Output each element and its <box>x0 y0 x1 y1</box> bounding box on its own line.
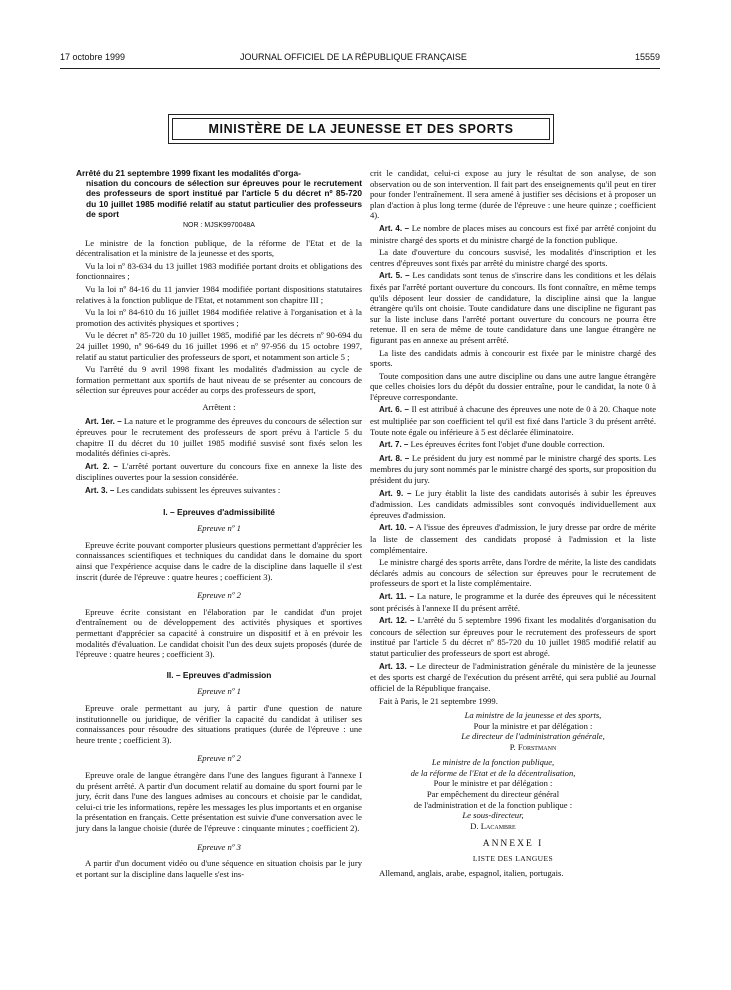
article-text: Le jury établit la liste des candidats autorisés à subir les épreuves d'admission. Les candidats admissibles sont convoqués individuellement aux épreuves d'admission. <box>370 487 656 520</box>
article-heading: Art. 13. – <box>379 661 415 671</box>
article-text: A l'issue des épreuves d'admission, le jury dresse par ordre de mérite la liste de classement des candidats proposé à l'admission et la liste complémentaire. <box>370 522 656 555</box>
signature-line: Le ministre de la fonction publique, <box>431 757 555 768</box>
article-11 <box>370 591 656 613</box>
article-heading: Art. 9. – <box>379 488 412 498</box>
epreuve-heading: Epreuve nº 2 <box>197 753 241 764</box>
paragraph: Le ministre de la fonction publique, de la réforme de l'Etat et de la décentralisation et la ministre de la jeunesse et des sports, <box>76 237 362 259</box>
article-10 <box>370 522 656 555</box>
paragraph: La liste des candidats admis à concourir est fixée par le ministre chargé des sports. <box>370 347 656 369</box>
article-8 <box>370 453 656 486</box>
signature-line: Pour le ministre et par délégation : <box>433 778 553 789</box>
decree-title-line1: Arrêté du 21 septembre 1999 fixant les modalités d'orga- <box>76 168 301 178</box>
signature-line: de l'administration et de la fonction publique : <box>413 799 573 810</box>
paragraph: A partir d'un document vidéo ou d'une séquence en situation choisis par le jury et portant sur la discipline dans laquelle s'est ins- <box>76 858 362 879</box>
epreuve-heading: Epreuve nº 1 <box>197 523 241 534</box>
section-heading: I. – Epreuves d'admissibilité <box>163 506 275 517</box>
paragraph: Vu l'arrêté du 9 avril 1998 fixant les modalités d'admission au cycle de formation permettant aux sportifs de haut niveau de se présenter au concours de sélection sur épreuves pour accéder au corps des professeurs de sport, <box>76 364 362 396</box>
article-text: La nature, le programme et la durée des épreuves qui le nécessitent sont précisés à l'annexe II du présent arrêté. <box>370 590 656 613</box>
article-heading: Art. 12. – <box>379 616 415 626</box>
epreuve-heading: Epreuve nº 2 <box>197 590 241 601</box>
article-7 <box>370 439 656 451</box>
article-text: L'arrêté portant ouverture du concours fixe en annexe la liste des disciplines ouvertes pour la session considérée. <box>76 460 362 483</box>
paragraph: Vu le décret nº 85-720 du 10 juillet 1985, modifié par les décrets nº 90-694 du 24 juillet 1990, nº 96-649 du 16 juillet 1996 et nº 97-956 du 15 octobre 1997, relatif au statut particulier des professeurs de sport, et notamment son article 5 ; <box>76 330 362 362</box>
article-9 <box>370 488 656 521</box>
header-page-number: 15559 <box>634 52 660 62</box>
article-text: Les candidats sont tenus de s'inscrire dans les conditions et les délais fixés par l'arrêté portant ouverture du concours. Ils font connaître, en même temps qu'ils déposent leur dossier de candidature, la discipline ainsi que la langue étrangère qu'ils ont choisie. Toute candidature dans une discipline ne figurant pas sur la liste incluse dans l'arrêté portant ouverture du concours ne pourra être retenue. Il en sera de même de toute candidature dans une langue étrangère ne figurant pas en annexe au présent arrêté. <box>370 270 656 345</box>
article-heading: Art. 7. – <box>379 440 409 450</box>
article-heading: Art. 11. – <box>379 591 414 601</box>
signature-block-1 <box>410 710 656 752</box>
page-header <box>60 52 660 66</box>
article-text: L'arrêté du 5 septembre 1996 fixant les modalités d'organisation du concours de sélection sur épreuves pour le recrutement des professeurs de sport institué par l'article 5 du décret nº 85-720 du 10 juillet 1985 modifié relatif au statut particulier des professeurs de sport est abrogé. <box>370 615 656 658</box>
signature-block-2 <box>370 757 616 831</box>
paragraph: Toute composition dans une autre discipline ou dans une autre langue étrangère que celles choisies lors du dépôt du dossier entraîne, pour le candidat, la note 0 à l'épreuve correspondante. <box>370 370 656 402</box>
article-12 <box>370 615 656 658</box>
paragraph: Epreuve écrite consistant en l'élaboration par le candidat d'un projet d'entraînement ou de développement des activités physiques et sportives permettant d'apprécier sa capacité à construire un dispositif et à en prévoir les modalités d'évaluation. Le candidat choisit l'un des deux sujets proposés (durée de l'épreuve : quatre heures ; coefficient 3). <box>76 606 362 660</box>
annex-heading: ANNEXE I <box>482 839 544 850</box>
signature-name: P. Forstmann <box>509 741 557 752</box>
signature-line: Par empêchement du directeur général <box>426 789 560 800</box>
ministry-title: MINISTÈRE DE LA JEUNESSE ET DES SPORTS <box>172 118 550 140</box>
paragraph: Vu la loi nº 84-610 du 16 juillet 1984 modifiée relative à l'organisation et à la promotion des activités physiques et sportives ; <box>76 307 362 328</box>
article-text: La nature et le programme des épreuves du concours de sélection sur épreuves pour le recrutement des professeurs de sport prévu à l'article 5 du chapitre II du décret du 10 juillet 1985 modifié susvisé sont fixés selon les modalités définies ci-après. <box>76 415 362 459</box>
article-2 <box>76 461 362 483</box>
article-text: Les candidats subissent les épreuves suivantes : <box>116 485 281 496</box>
article-text: Les épreuves écrites font l'objet d'une double correction. <box>410 439 605 450</box>
article-text: Le directeur de l'administration générale du ministère de la jeunesse et des sports est chargé de l'exécution du présent arrêté, qui sera publié au Journal officiel de la République française. <box>370 660 656 693</box>
left-column <box>76 168 362 881</box>
paragraph: crit le candidat, celui-ci expose au jury le résultat de son analyse, de son observation ou de son intervention. Il fait part des enseignements qu'il peut en tirer pour fonder l'entraînement. Il sera amené à justifier ses décisions et à proposer un plan d'action à plus long terme (durée de l'épreuve : une heure quinze ; coefficient 4). <box>370 168 656 221</box>
right-column <box>370 168 656 880</box>
article-3 <box>76 485 362 497</box>
article-heading: Art. 2. – <box>85 461 118 471</box>
paragraph: Epreuve orale permettant au jury, à partir d'une question de nature institutionnelle ou juridique, de vérifier la capacité du candidat à utiliser ses connaissances pour résoudre des situations pratiques (durée de l'épreuve : une heure trente ; coefficient 3). <box>76 702 362 745</box>
article-heading: Art. 6. – <box>379 405 409 415</box>
signature-line: Le directeur de l'administration générale, <box>461 731 605 742</box>
epreuve-heading: Epreuve nº 3 <box>197 841 241 852</box>
article-1 <box>76 416 362 459</box>
article-heading: Art. 8. – <box>379 453 410 463</box>
header-date: 17 octobre 1999 <box>60 52 126 62</box>
signature-line: de la réforme de l'Etat et de la décentralisation, <box>410 767 576 778</box>
arretent: Arrêtent : <box>202 401 236 412</box>
epreuve-heading: Epreuve nº 1 <box>197 686 241 697</box>
article-5 <box>370 270 656 345</box>
paragraph: Vu la loi nº 83-634 du 13 juillet 1983 modifiée portant droits et obligations des fonctionnaires ; <box>76 260 362 282</box>
decree-title <box>76 168 362 219</box>
header-rule <box>60 68 660 69</box>
article-heading: Art. 10. – <box>379 523 414 533</box>
annex-subtitle: LISTE DES LANGUES <box>472 854 554 864</box>
signature-line: La ministre de la jeunesse et des sports, <box>464 709 602 720</box>
paragraph: Epreuve orale de langue étrangère dans l'une des langues figurant à l'annexe I du présent arrêté. A partir d'un document relatif au domaine du sport fourni par le jury, écrit dans l'une des langues admises au concours et choisie par le candidat, celui-ci trie les informations, repère les messages les plus importants et en organise la présentation en français. Cette présentation est suivie d'une conversation avec le jury dans la langue choisie (durée de l'épreuve : cinquante minutes ; coefficient 2). <box>76 769 362 833</box>
article-heading: Art. 4. – <box>379 223 410 233</box>
signature-line: Pour la ministre et par délégation : <box>473 720 593 731</box>
ministry-box <box>168 114 554 144</box>
article-heading: Art. 5. – <box>379 271 410 281</box>
paragraph: La date d'ouverture du concours susvisé, les modalités d'inscription et les centres d'épreuves sont fixés par arrêté du ministre chargé des sports. <box>370 247 656 268</box>
signature-date: Fait à Paris, le 21 septembre 1999. <box>379 696 498 707</box>
article-text: Le président du jury est nommé par le ministre chargé des sports. Les membres du jury sont nommés par le ministre chargé des sports, sur proposition du président du jury. <box>370 452 657 486</box>
decree-title-rest: nisation du concours de sélection sur épreuves pour le recrutement des professeurs de sport institué par l'article 5 du décret nº 85-720 du 10 juillet 1985 modifié relatif au statut particulier des professeurs de sport <box>86 178 362 219</box>
paragraph: Epreuve écrite pouvant comporter plusieurs questions permettant d'apprécier les connaissances scientifiques et techniques du candidat dans le domaine du sport ainsi que l'expérience acquise dans le cadre de la discipline dans laquelle il s'est inscrit (durée de l'épreuve : quatre heures ; coefficient 3). <box>76 539 362 582</box>
nor-reference: NOR : MJSK9970048A <box>183 222 255 230</box>
article-heading: Art. 3. – <box>85 486 115 496</box>
header-journal: JOURNAL OFFICIEL DE LA RÉPUBLIQUE FRANÇAISE <box>240 52 467 62</box>
article-4 <box>370 223 656 245</box>
article-heading: Art. 1er. – <box>85 416 122 426</box>
signature-line: Le sous-directeur, <box>462 810 524 821</box>
article-6 <box>370 404 656 437</box>
signature-name: D. Lacambre <box>470 820 516 831</box>
section-heading: II. – Epreuves d'admission <box>166 669 272 680</box>
article-13 <box>370 661 656 694</box>
language-list: Allemand, anglais, arabe, espagnol, italien, portugais. <box>379 867 564 878</box>
paragraph: Le ministre chargé des sports arrête, dans l'ordre de mérite, la liste des candidats déclarés admis au concours de sélection sur épreuves pour le recrutement de professeurs de sport et la liste complémentaire. <box>370 557 656 589</box>
article-text: Il est attribué à chacune des épreuves une note de 0 à 20. Chaque note est multipliée par son coefficient tel qu'il est fixé dans l'article 3 du présent arrêté. Toute note égale ou inférieure à 5 est déclarée éliminatoire. <box>370 404 657 437</box>
article-text: Le nombre de places mises au concours est fixé par arrêté conjoint du ministre chargé des sports et du ministre chargé de la fonction publique. <box>370 222 656 245</box>
paragraph: Vu la loi nº 84-16 du 11 janvier 1984 modifiée portant dispositions statutaires relatives à la fonction publique de l'Etat, et notamment son chapitre III ; <box>76 283 362 305</box>
